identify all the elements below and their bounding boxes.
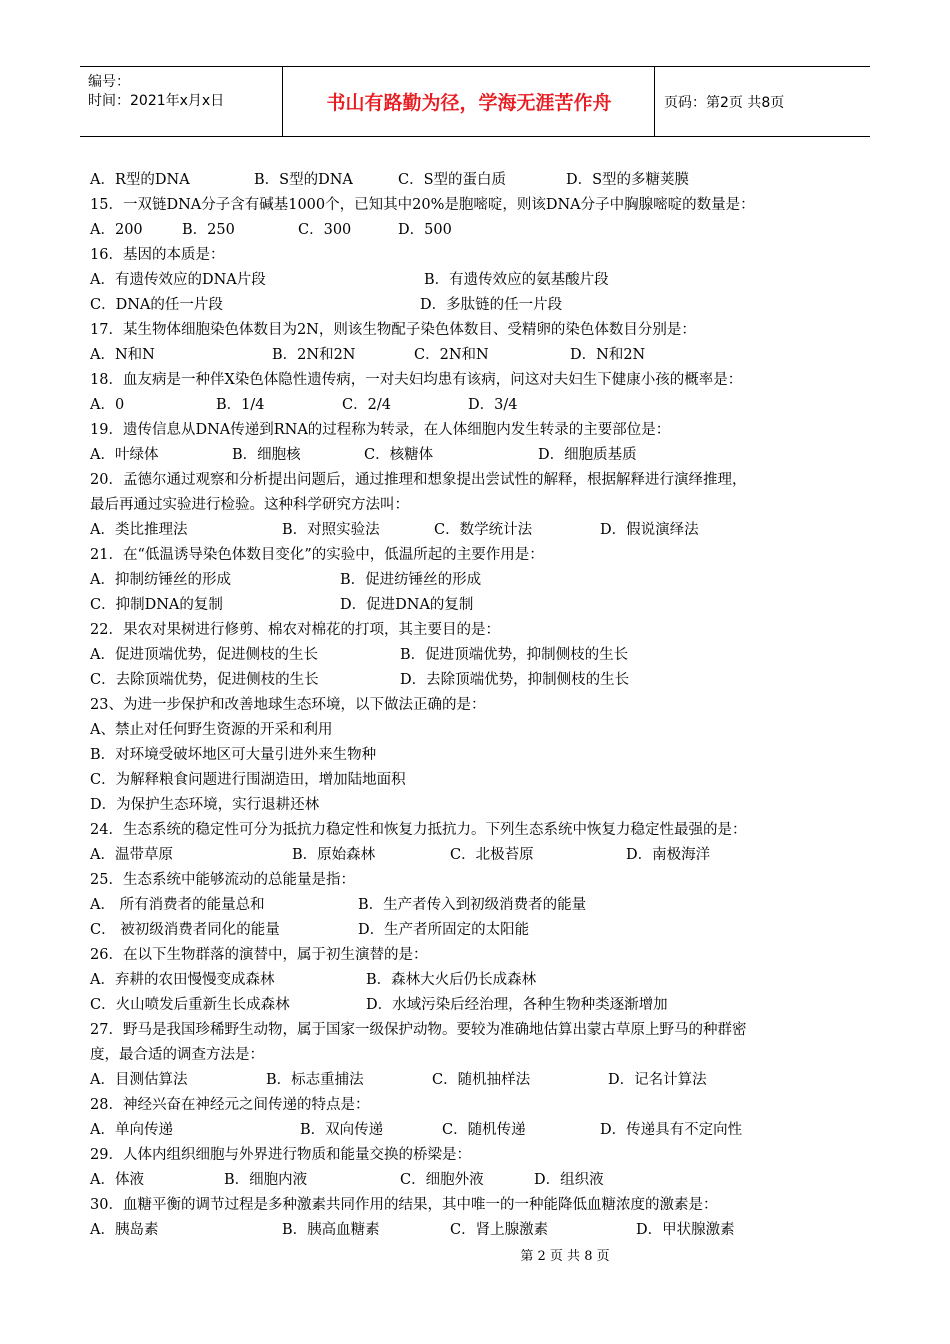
option: A．N和N xyxy=(90,347,155,363)
options-row xyxy=(90,1168,870,1193)
option: C． 被初级消费者同化的能量 xyxy=(90,922,280,938)
option: A、禁止对任何野生资源的开采和利用 xyxy=(90,722,333,738)
option: B．细胞内液 xyxy=(224,1172,308,1188)
question-stem: 24．生态系统的稳定性可分为抵抗力稳定性和恢复力抵抗力。下列生态系统中恢复力稳定性最强的是： xyxy=(90,822,747,838)
option: A．有遗传效应的DNA片段 xyxy=(90,272,266,288)
option: B．1/4 xyxy=(216,397,265,413)
question-stem: 23、为进一步保护和改善地球生态环境，以下做法正确的是： xyxy=(90,697,486,713)
option: B．促进顶端优势，抑制侧枝的生长 xyxy=(400,647,629,663)
option: D．3/4 xyxy=(468,397,518,413)
options-row xyxy=(90,443,870,468)
option: B．对环境受破坏地区可大量引进外来生物种 xyxy=(90,747,377,763)
options-row xyxy=(90,168,870,193)
option: A．类比推理法 xyxy=(90,522,188,538)
question-stem-continued: 度，最合适的调查方法是： xyxy=(90,1047,264,1063)
header-divider xyxy=(282,67,283,136)
option: A．胰岛素 xyxy=(90,1222,159,1238)
options-row xyxy=(90,843,870,868)
options-row xyxy=(90,343,870,368)
option: C．肾上腺激素 xyxy=(450,1222,549,1238)
option: B．标志重捕法 xyxy=(266,1072,364,1088)
options-row xyxy=(90,993,870,1018)
options-row xyxy=(90,293,870,318)
question-stem: 15．一双链DNA分子含有碱基1000个，已知其中20%是胞嘧啶，则该DNA分子中胸腺嘧啶的数量是： xyxy=(90,197,755,213)
page-header xyxy=(80,66,870,137)
option: A．促进顶端优势，促进侧枝的生长 xyxy=(90,647,318,663)
header-motto: 书山有路勤为径，学海无涯苦作舟 xyxy=(326,92,612,114)
option: C．北极苔原 xyxy=(450,847,534,863)
options-row xyxy=(90,668,870,693)
header-divider xyxy=(654,67,655,136)
option: D．S型的多糖荚膜 xyxy=(566,172,690,188)
option: A．R型的DNA xyxy=(90,172,190,188)
option: C．DNA的任一片段 xyxy=(90,297,223,313)
option: C．随机传递 xyxy=(442,1122,526,1138)
options-row xyxy=(90,218,870,243)
question-list xyxy=(90,168,870,1243)
option: D．水域污染后经治理，各种生物种类逐渐增加 xyxy=(366,997,668,1013)
option: C．核糖体 xyxy=(364,447,434,463)
options-row xyxy=(90,268,870,293)
option: C．随机抽样法 xyxy=(432,1072,531,1088)
options-row xyxy=(90,518,870,543)
question-stem: 28．神经兴奋在神经元之间传递的特点是： xyxy=(90,1097,370,1113)
option: B．森林大火后仍长成森林 xyxy=(366,972,537,988)
question-stem: 27．野马是我国珍稀野生动物，属于国家一级保护动物。要较为准确地估算出蒙古草原上野马的种群密 xyxy=(90,1022,747,1038)
options-row xyxy=(90,1118,870,1143)
question-stem: 26．在以下生物群落的演替中，属于初生演替的是： xyxy=(90,947,428,963)
question-stem: 17．某生物体细胞染色体数目为2N，则该生物配子染色体数目、受精卵的染色体数目分别是： xyxy=(90,322,696,338)
question-stem: 29．人体内组织细胞与外界进行物质和能量交换的桥梁是： xyxy=(90,1147,471,1163)
option: D．记名计算法 xyxy=(608,1072,707,1088)
option: B．S型的DNA xyxy=(254,172,353,188)
option: D．生产者所固定的太阳能 xyxy=(358,922,530,938)
page-footer: 第 2 页 共 8 页 xyxy=(520,1249,610,1264)
option: D．为保护生态环境，实行退耕还林 xyxy=(90,797,320,813)
options-row xyxy=(90,1218,870,1243)
question-stem: 21．在“低温诱导染色体数目变化”的实验中，低温所起的主要作用是： xyxy=(90,547,544,563)
option: B．细胞核 xyxy=(232,447,301,463)
option: A．0 xyxy=(90,397,125,413)
option: C．去除顶端优势，促进侧枝的生长 xyxy=(90,672,319,688)
option: C．300 xyxy=(298,222,352,238)
option: C．火山喷发后重新生长成森林 xyxy=(90,997,290,1013)
options-row xyxy=(90,568,870,593)
option: D．细胞质基质 xyxy=(538,447,637,463)
option: D．多肽链的任一片段 xyxy=(420,297,563,313)
question-stem: 30．血糖平衡的调节过程是多种激素共同作用的结果，其中唯一的一种能降低血糖浓度的激素是： xyxy=(90,1197,718,1213)
option: A．温带草原 xyxy=(90,847,173,863)
option: B．促进纺锤丝的形成 xyxy=(340,572,482,588)
option: D．假说演绎法 xyxy=(600,522,699,538)
option: A．单向传递 xyxy=(90,1122,173,1138)
options-row xyxy=(90,593,870,618)
options-row xyxy=(90,918,870,943)
option: D．组织液 xyxy=(534,1172,604,1188)
option: D．南极海洋 xyxy=(626,847,711,863)
time-label: 时间：2021年x月x日 xyxy=(88,93,225,109)
option: B．胰高血糖素 xyxy=(282,1222,380,1238)
question-stem: 22．果农对果树进行修剪、棉农对棉花的打项，其主要目的是： xyxy=(90,622,500,638)
question-stem-continued: 最后再通过实验进行检验。这种科学研究方法叫： xyxy=(90,497,409,513)
option: B．对照实验法 xyxy=(282,522,380,538)
option: C．2/4 xyxy=(342,397,391,413)
option: B．原始森林 xyxy=(292,847,376,863)
option: A． 所有消费者的能量总和 xyxy=(90,897,265,913)
option: A．弃耕的农田慢慢变成森林 xyxy=(90,972,275,988)
options-row xyxy=(90,968,870,993)
option: B．生产者传入到初级消费者的能量 xyxy=(358,897,587,913)
option: D．甲状腺激素 xyxy=(636,1222,735,1238)
number-label: 编号： xyxy=(88,74,130,90)
option: B．2N和2N xyxy=(272,347,356,363)
option: C．S型的蛋白质 xyxy=(398,172,507,188)
option: D．去除顶端优势，抑制侧枝的生长 xyxy=(400,672,630,688)
option: D．传递具有不定向性 xyxy=(600,1122,743,1138)
question-stem: 18．血友病是一种伴X染色体隐性遗传病，一对夫妇均患有该病，问这对夫妇生下健康小孩的概率是： xyxy=(90,372,743,388)
option: C．数学统计法 xyxy=(434,522,533,538)
option: C．抑制DNA的复制 xyxy=(90,597,223,613)
option: A．体液 xyxy=(90,1172,144,1188)
options-row xyxy=(90,893,870,918)
option: C．细胞外液 xyxy=(400,1172,484,1188)
options-row xyxy=(90,1068,870,1093)
option: B．有遗传效应的氨基酸片段 xyxy=(424,272,609,288)
option: A．叶绿体 xyxy=(90,447,159,463)
header-page-number: 页码：第2页 共8页 xyxy=(664,94,785,111)
option: D．N和2N xyxy=(570,347,646,363)
option: A．200 xyxy=(90,222,143,238)
header-meta xyxy=(88,73,266,111)
option: C．2N和N xyxy=(414,347,489,363)
question-stem: 19．遗传信息从DNA传递到RNA的过程称为转录，在人体细胞内发生转录的主要部位是： xyxy=(90,422,671,438)
question-stem: 25．生态系统中能够流动的总能量是指： xyxy=(90,872,355,888)
option: B．250 xyxy=(182,222,235,238)
question-stem: 20．孟德尔通过观察和分析提出问题后，通过推理和想象提出尝试性的解释，根据解释进行演绎推理， xyxy=(90,472,747,488)
options-row xyxy=(90,643,870,668)
option: C．为解释粮食问题进行围湖造田，增加陆地面积 xyxy=(90,772,406,788)
option: D．500 xyxy=(398,222,452,238)
option: B．双向传递 xyxy=(300,1122,384,1138)
question-stem: 16．基因的本质是： xyxy=(90,247,225,263)
option: D．促进DNA的复制 xyxy=(340,597,474,613)
option: A．抑制纺锤丝的形成 xyxy=(90,572,231,588)
options-row xyxy=(90,393,870,418)
option: A．目测估算法 xyxy=(90,1072,188,1088)
